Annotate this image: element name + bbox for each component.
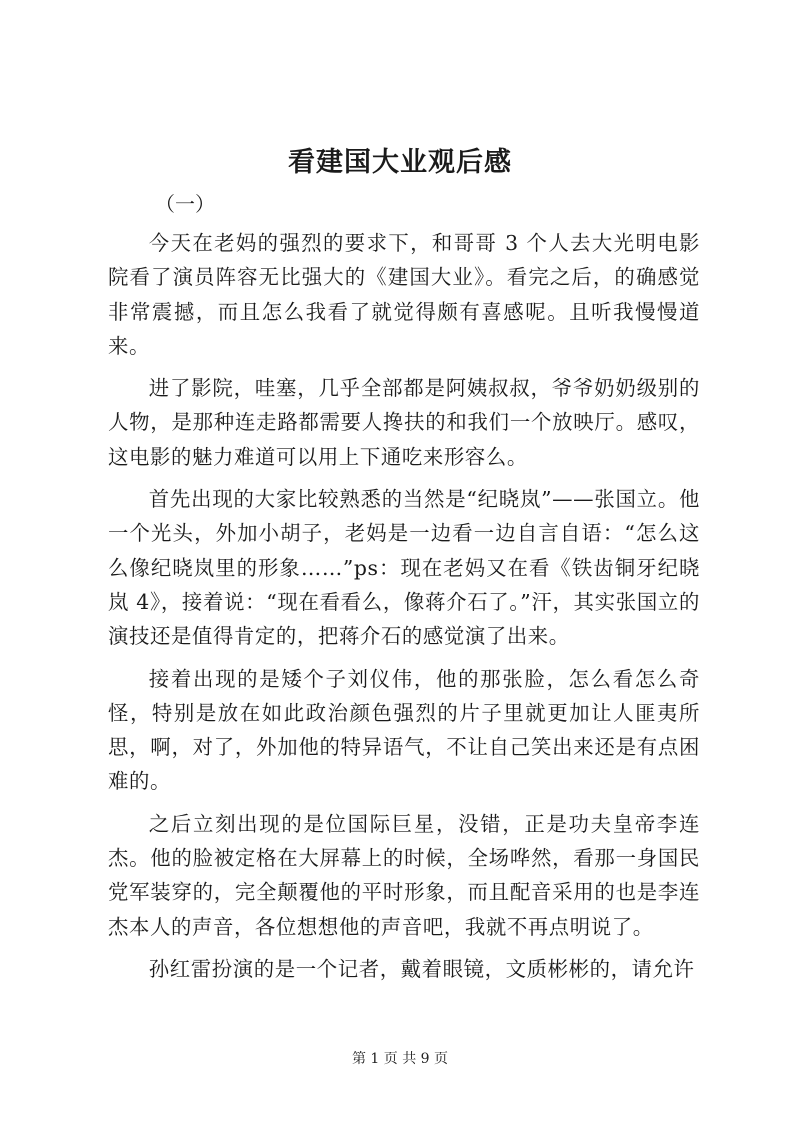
paragraph: 进了影院，哇塞，几乎全部都是阿姨叔叔，爷爷奶奶级别的人物，是那种连走路都需要人搀扶的和我们一个放映厅。感叹，这电影的魅力难道可以用上下通吃来形容么。 (108, 376, 700, 469)
section-label: （一） (155, 192, 215, 216)
document-body (108, 226, 700, 994)
page-footer: 第 1 页 共 9 页 (351, 1051, 449, 1067)
document-title: 看建国大业观后感 (288, 147, 512, 178)
paragraph: 首先出现的大家比较熟悉的当然是“纪晓岚”——张国立。他一个光头，外加小胡子，老妈是一边看一边自言自语：“怎么这么像纪晓岚里的形象……”ps：现在老妈又在看《铁齿铜牙纪晓岚 4》，接着说：“现在看看么，像蒋介石了。”汗，其实张国立的演技还是值得肯定的，把蒋介石的感觉演了出来。 (108, 487, 700, 649)
paragraph: 接着出现的是矮个子刘仪伟，他的那张脸，怎么看怎么奇怪，特别是放在如此政治颜色强烈的片子里就更加让人匪夷所思，啊，对了，外加他的特异语气，不让自己笑出来还是有点困难的。 (108, 666, 700, 794)
paragraph: 之后立刻出现的是位国际巨星，没错，正是功夫皇帝李连杰。他的脸被定格在大屏幕上的时候，全场哗然，看那一身国民党军装穿的，完全颠覆他的平时形象，而且配音采用的也是李连杰本人的声音，各位想想他的声音吧，我就不再点明说了。 (108, 811, 700, 939)
paragraph: 今天在老妈的强烈的要求下，和哥哥 3 个人去大光明电影院看了演员阵容无比强大的《建国大业》。看完之后，的确感觉非常震撼，而且怎么我看了就觉得颇有喜感呢。且听我慢慢道来。 (108, 231, 700, 358)
paragraph: 孙红雷扮演的是一个记者，戴着眼镜，文质彬彬的，请允许 (148, 956, 695, 981)
